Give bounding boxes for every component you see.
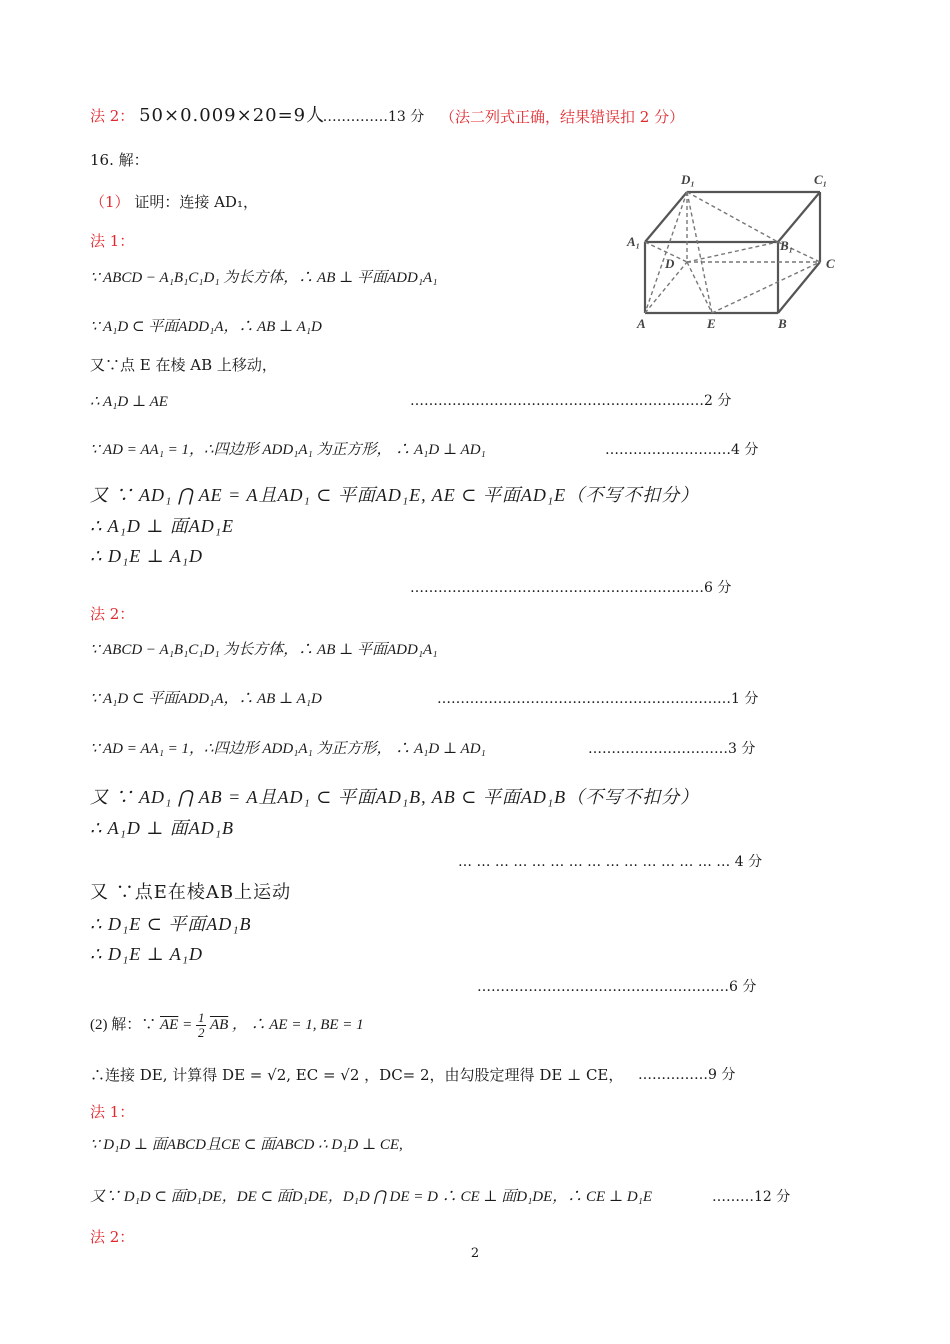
score-6: ………………………………………………………6 分 (410, 580, 732, 596)
vector-ab: $\overline{AB}$ (209, 1017, 229, 1033)
label-d1: D₁ (681, 172, 695, 187)
label-a: A (637, 316, 646, 331)
score-4: ………………………4 分 (605, 442, 759, 458)
part2-rest: ， ∴ AE = 1, BE = 1 (232, 1017, 364, 1033)
score-13: ……………13 分 (318, 109, 425, 125)
proof-line: ∴ A₁D ⊥ 面AD₁E (90, 516, 235, 536)
edge-a1d1 (645, 192, 687, 242)
edge-c1b1 (778, 192, 820, 242)
proof-line: ∴ A₁D ⊥ 面AD₁B (90, 818, 235, 838)
part1-text: 证明：连接 AD₁， (134, 193, 258, 211)
part2-intro (90, 1008, 364, 1042)
score-1: ………………………………………………………1 分 (437, 691, 759, 707)
denominator: 2 (197, 1025, 205, 1041)
score-2: ………………………………………………………2 分 (410, 393, 732, 409)
part1-intro (90, 192, 258, 212)
part2-label: (2) 解：∵ (90, 1017, 157, 1033)
label-b1: B₁ (780, 238, 794, 253)
solid-edges (645, 192, 820, 313)
score-6b: ………………………………………………6 分 (477, 979, 757, 995)
proof-line: ∴ D₁E ⊥ A₁D (90, 944, 204, 964)
proof-line: ∵ D₁D ⊥ 面ABCD且CE ⊂ 面ABCD ∴ D₁D ⊥ CE, (90, 1137, 403, 1153)
proof-line: ∴ D₁E ⊂ 平面AD₁B (90, 914, 252, 934)
calculation: 50×0.009×20=9人 (139, 105, 326, 126)
segment-db1 (687, 242, 778, 262)
equals: = (182, 1017, 193, 1033)
segment-ad1 (645, 192, 687, 313)
label-c: C (826, 256, 835, 271)
proof-line: ∵ ABCD − A₁B₁C₁D₁ 为长方体，∴ AB ⊥ 平面ADD₁A₁ (90, 270, 438, 286)
proof-line: 又 ∵点E在棱AB上运动 (90, 882, 292, 903)
deduction-note: （法二列式正确，结果错误扣 2 分） (440, 108, 685, 126)
proof-line: 又 ∵ AD₁ ⋂ AE = A且AD₁ ⊂ 平面AD₁E, AE ⊂ 平面AD₁E（不写不扣分） (90, 485, 700, 505)
proof-line: 又 ∵ AD₁ ⋂ AB = A且AD₁ ⊂ 平面AD₁B, AB ⊂ 平面AD₁B（不写不扣分） (90, 787, 700, 807)
segment-de (687, 262, 712, 313)
label-b: B (778, 316, 787, 331)
part1-label: （1） (90, 193, 130, 211)
label-e: E (707, 316, 716, 331)
segment-d1b1 (687, 192, 778, 242)
method2-label-part2: 法 2： (90, 1228, 135, 1246)
proof-line: ∵ A₁D ⊂ 平面ADD₁A，∴ AB ⊥ A₁D (90, 319, 322, 335)
proof-line: ∵ AD = AA₁ = 1，∴四边形 ADD₁A₁ 为正方形， ∴ A₁D ⊥ AD₁ (90, 741, 486, 757)
proof-line: ∴连接 DE, 计算得 DE = √2, EC = √2 ，DC= 2，由勾股定理得 DE ⊥ CE， (90, 1066, 624, 1084)
method-label: 法 2： (90, 107, 135, 125)
proof-line: ∴ A₁D ⊥ AE (90, 394, 168, 410)
proof-line: 又∵ D₁D ⊂ 面D₁DE，DE ⊂ 面D₁DE，D₁D ⋂ DE = D ∴ CE ⊥ 面D₁DE，∴ CE ⊥ D₁E (90, 1189, 653, 1205)
line-method2-header (90, 106, 325, 126)
cuboid-figure (625, 170, 850, 335)
question-16-heading: 16. 解： (90, 151, 149, 169)
label-c1: C₁ (814, 172, 828, 187)
segment-d1e (687, 192, 712, 313)
segment-ec (712, 262, 820, 313)
proof-line: ∵ ABCD − A₁B₁C₁D₁ 为长方体，∴ AB ⊥ 平面ADD₁A₁ (90, 642, 438, 658)
score-9: ……………9 分 (638, 1067, 736, 1083)
numerator: 1 (197, 1010, 205, 1026)
proof-line: 又∵点 E 在棱 AB 上移动， (90, 356, 277, 374)
proof-line: ∵ A₁D ⊂ 平面ADD₁A，∴ AB ⊥ A₁D (90, 691, 322, 707)
method2-label: 法 2： (90, 605, 135, 623)
method1-label: 法 1： (90, 232, 135, 250)
label-d: D (665, 256, 675, 271)
page-number: 2 (470, 1246, 480, 1261)
fraction-half (196, 1011, 207, 1040)
score-4b: … … … … … … … … … … … … … … … 4 分 (458, 854, 763, 870)
method1-label-part2: 法 1： (90, 1103, 135, 1121)
edge-bc (778, 262, 820, 313)
proof-line: ∴ D₁E ⊥ A₁D (90, 546, 204, 566)
score-12: ………12 分 (712, 1189, 791, 1205)
label-a1: A₁ (627, 234, 641, 249)
vector-ae: $\overline{AE}$ (160, 1017, 179, 1033)
score-3: …………………………3 分 (588, 741, 756, 757)
proof-line: ∵ AD = AA₁ = 1，∴四边形 ADD₁A₁ 为正方形， ∴ A₁D ⊥ AD₁ (90, 442, 486, 458)
